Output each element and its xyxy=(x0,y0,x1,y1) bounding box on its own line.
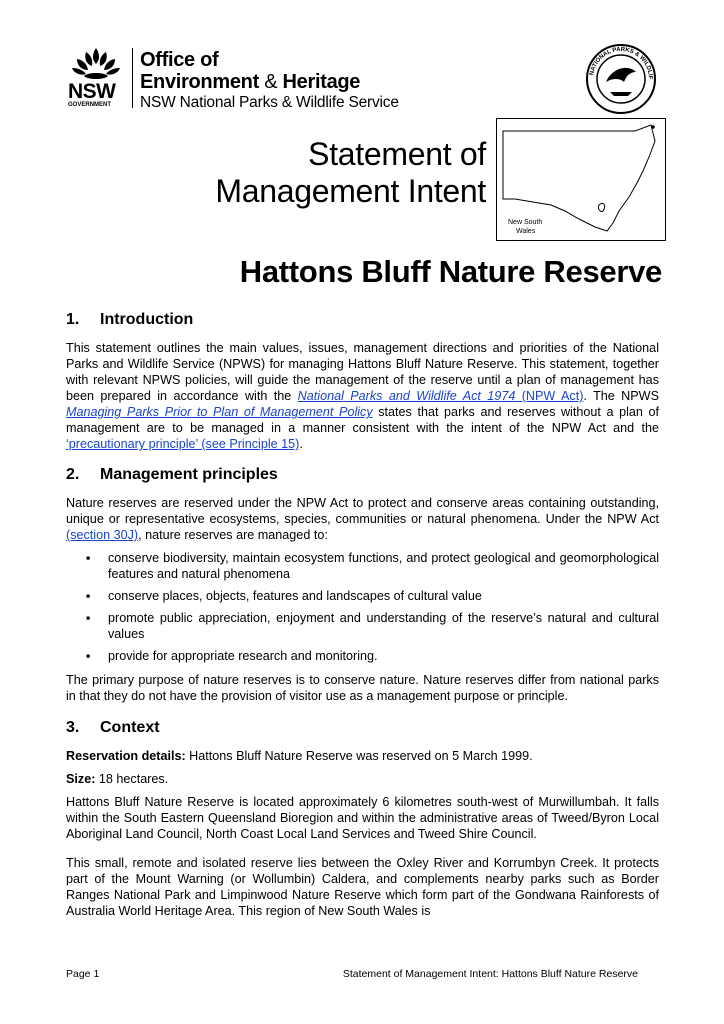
purpose-paragraph: The primary purpose of nature reserves is to conserve nature. Nature reserves differ from national parks in that they do not have the provision of visitor use as a management purpose or principle. xyxy=(66,673,659,703)
reservation-details xyxy=(66,748,659,764)
section-number: 3. xyxy=(66,719,80,736)
footer-document-title: Statement of Management Intent: Hattons Bluff Nature Reserve xyxy=(342,968,638,980)
list-item xyxy=(66,550,659,582)
nsw-government-logo xyxy=(66,44,126,110)
text-run: . xyxy=(299,437,303,451)
title-line-1: Statement of xyxy=(308,136,486,172)
section-title: Context xyxy=(100,719,160,736)
reservation-value: Hattons Bluff Nature Reserve was reserved on 5 March 1999. xyxy=(185,749,533,763)
org-heritage: Heritage xyxy=(282,71,361,93)
section-number: 2. xyxy=(66,466,80,483)
org-line-3: NSW National Parks & Wildlife Service xyxy=(140,94,399,111)
location-paragraph: Hattons Bluff Nature Reserve is located approximately 6 kilometres south-west of Murwillumbah. It falls within the South Eastern Queensland Bioregion and within the administrative areas of Tweed/Byron Local Aboriginal Land Council, North Coast Local Land Services and Tweed Shire Council. xyxy=(66,795,659,841)
list-item-text: conserve biodiversity, maintain ecosystem functions, and protect geological and geomorphological features and natural phenomena xyxy=(108,551,659,581)
precautionary-principle-link[interactable]: ‘precautionary principle’ (see Principle 15) xyxy=(66,437,300,451)
bullet-icon: ▪ xyxy=(86,649,91,663)
text-run: states that parks and reserves without a plan of management are to be managed in a manner consistent with the intent of the NPW Act and the xyxy=(66,405,659,435)
list-item xyxy=(66,588,659,604)
section-title: Management principles xyxy=(100,466,278,483)
reserve-title: Hattons Bluff Nature Reserve xyxy=(239,254,662,289)
org-ampersand: & xyxy=(258,71,283,93)
list-item-text: provide for appropriate research and monitoring. xyxy=(108,649,378,663)
description-paragraph: This small, remote and isolated reserve lies between the Oxley River and Korrumbyn Creek. It protects part of the Mount Warning (or Wollumbin) Caldera, and complements nearby parks such as Border Ranges National Park and Limpinwood Nature Reserve which form part of the Gondwana Rainforests of Australia World Heritage Area. This region of New South Wales is xyxy=(66,856,659,918)
document-body xyxy=(66,312,659,926)
map-label-line-2: Wales xyxy=(516,228,536,235)
text-run: . The NPWS xyxy=(583,389,659,403)
bullet-icon: ▪ xyxy=(86,589,91,603)
size-details xyxy=(66,771,659,787)
section-number: 1. xyxy=(66,311,80,328)
document-title xyxy=(215,136,486,210)
reservation-label: Reservation details: xyxy=(66,749,186,763)
npw-act-abbrev-link[interactable]: (NPW Act) xyxy=(515,389,584,403)
managing-parks-policy-link[interactable]: Managing Parks Prior to Plan of Management Policy xyxy=(66,405,373,419)
org-line-2 xyxy=(140,72,399,92)
size-label: Size: xyxy=(66,772,96,786)
list-item xyxy=(66,648,659,664)
organisation-name xyxy=(140,50,399,111)
principles-list xyxy=(66,550,659,664)
principles-paragraph xyxy=(66,495,659,543)
logo-subtext: GOVERNMENT xyxy=(68,102,112,108)
text-run: Nature reserves are reserved under the NPW Act to protect and conserve areas containing outstanding, unique or representative ecosystems, species, communities or natural phenomena. Under the NPW Act xyxy=(66,496,659,526)
map-label-line-1: New South xyxy=(508,219,543,226)
bullet-icon: ▪ xyxy=(86,611,91,625)
size-value: 18 hectares. xyxy=(95,772,169,786)
logo-text: NSW xyxy=(68,80,116,103)
nsw-location-map xyxy=(496,118,666,241)
list-item-text: conserve places, objects, features and landscapes of cultural value xyxy=(108,589,482,603)
bullet-icon: ▪ xyxy=(86,551,91,565)
seal-text: NATIONAL PARKS & WILDLIF xyxy=(589,46,654,80)
section-heading-management-principles xyxy=(66,467,659,483)
org-line-1: Office of xyxy=(140,49,219,71)
page-number: Page 1 xyxy=(66,968,100,980)
npw-act-link[interactable]: National Parks and Wildlife Act 1974 xyxy=(297,389,516,403)
section-heading-introduction xyxy=(66,312,659,328)
logo-divider xyxy=(132,48,133,108)
intro-paragraph xyxy=(66,340,659,452)
title-line-2: Management Intent xyxy=(215,173,486,209)
section-30j-link[interactable]: (section 30J) xyxy=(66,528,139,542)
section-title: Introduction xyxy=(100,311,194,328)
org-environment: Environment xyxy=(140,71,259,93)
section-heading-context xyxy=(66,720,659,736)
text-run: , nature reserves are managed to: xyxy=(138,528,328,542)
text-run: This statement outlines the main values, issues, management directions and priorities of the National Parks and Wildlife Service (NPWS) for managing Hattons Bluff Nature Reserve. This statement, together with relevant NPWS policies, will guide the management of the reserve until a plan of management has been prepared in accordance with the xyxy=(66,341,659,403)
list-item-text: promote public appreciation, enjoyment and understanding of the reserve’s natural and cultural values xyxy=(108,611,659,641)
list-item xyxy=(66,610,659,642)
npws-seal-icon xyxy=(584,42,658,116)
